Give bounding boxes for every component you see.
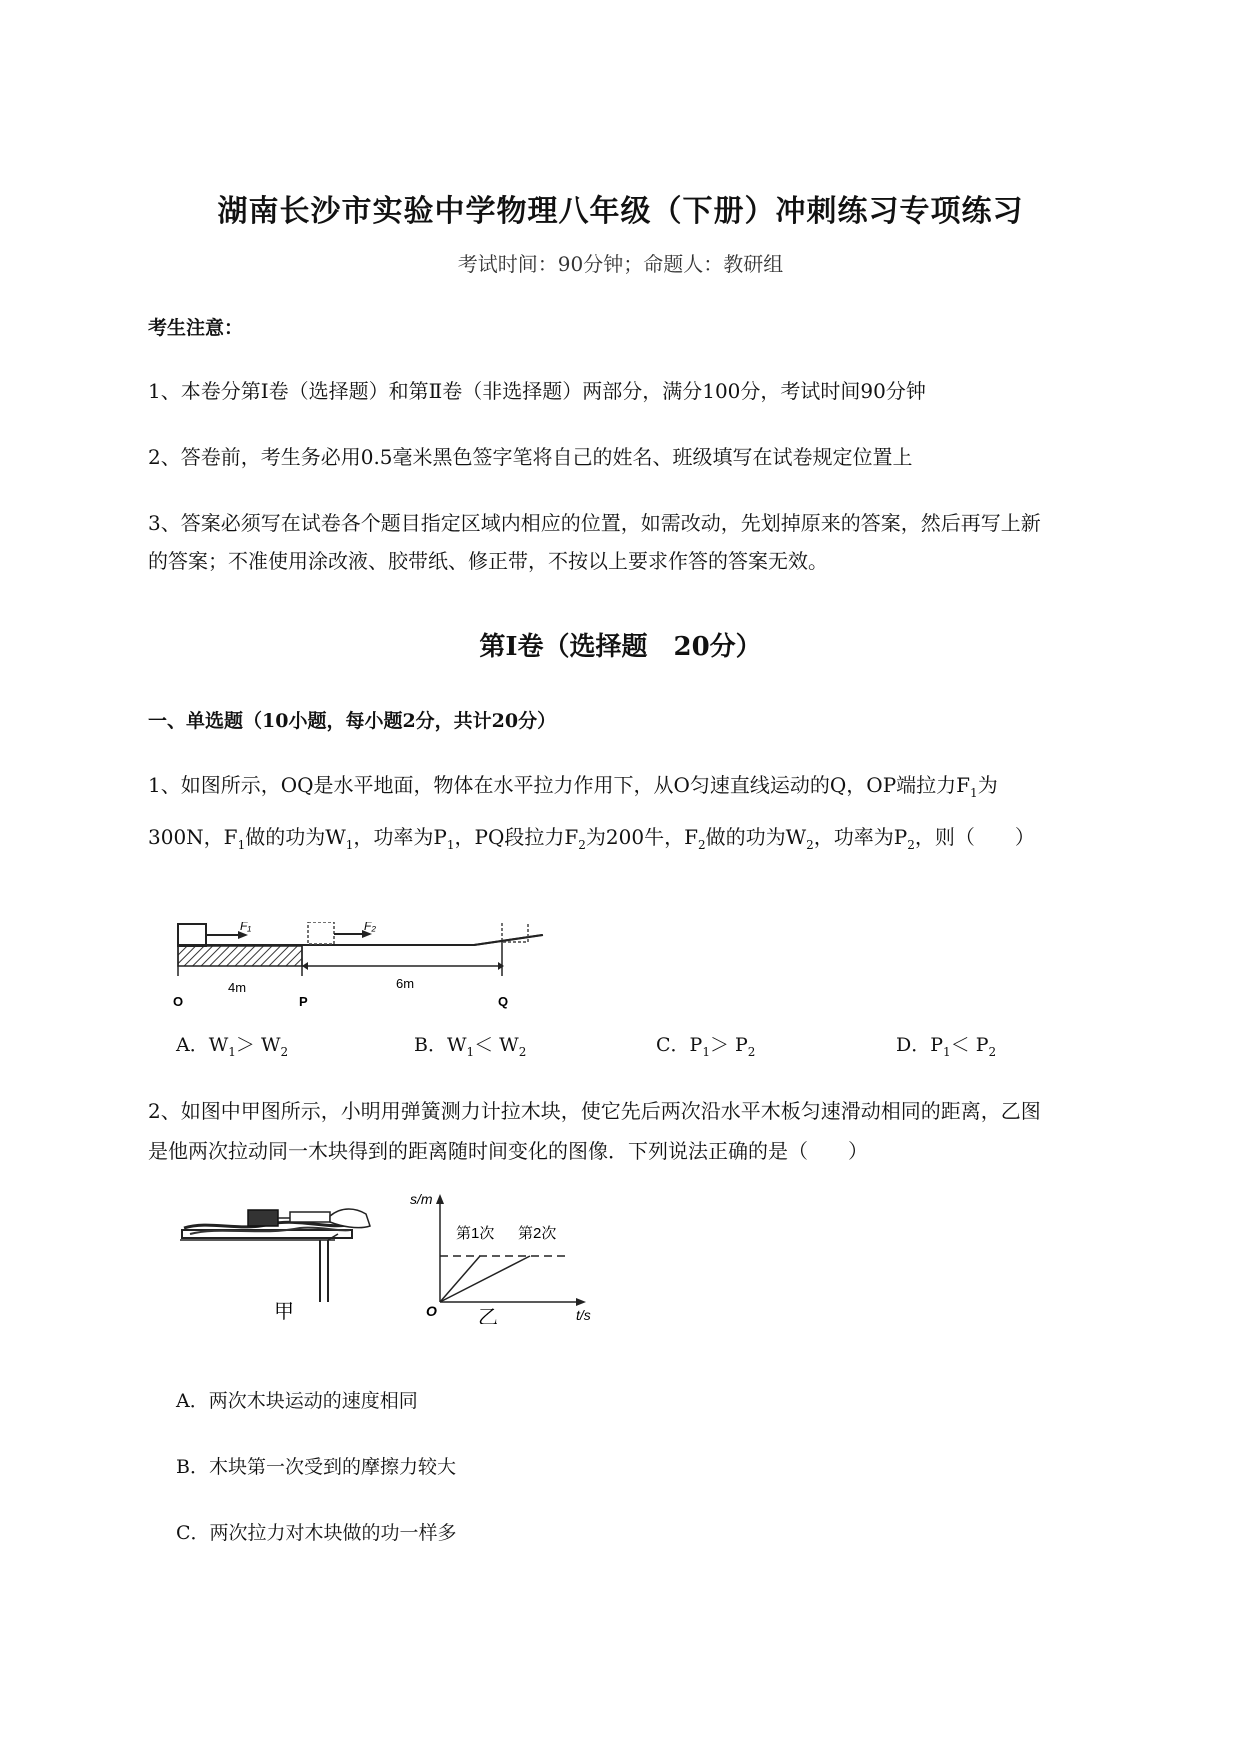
hand [330, 1209, 370, 1228]
q2-option-c[interactable]: C．两次拉力对木块做的功一样多 [176, 1522, 457, 1544]
op-rough-surface [178, 946, 302, 966]
block-at-p [308, 922, 334, 944]
page-title: 湖南长沙市实验中学物理八年级（下册）冲刺练习专项练习 [217, 194, 1024, 229]
notice-item-3-cont: 的答案；不准使用涂改液、胶带纸、修正带，不按以上要求作答的答案无效。 [148, 549, 828, 573]
q2-stem-line1: 2、如图中甲图所示，小明用弹簧测力计拉木块，使它先后两次沿水平木板匀速滑动相同的距离，乙图 [148, 1099, 1041, 1123]
label-jia: 甲 [274, 1301, 294, 1320]
q2-stem-line2: 是他两次拉动同一木块得到的距离随时间变化的图像．下列说法正确的是（ ） [148, 1139, 868, 1163]
q1-option-a[interactable]: A．$W_1> W_2$ [176, 1034, 289, 1059]
label-f2: F₂ [364, 922, 376, 933]
line-second [440, 1256, 530, 1302]
y-axis-label: s/m [410, 1191, 433, 1207]
label-6m: 6m [396, 976, 415, 991]
q1-stem-line1: 1、如图所示，OQ是水平地面，物体在水平拉力作用下，从O匀速直线运动的Q，OP端拉力$F_1$为 [148, 773, 998, 800]
q2-option-b[interactable]: B．木块第一次受到的摩擦力较大 [176, 1456, 456, 1478]
line-first [440, 1256, 480, 1302]
q1-option-b[interactable]: B．$W_1< W_2$ [414, 1034, 527, 1059]
part-heading: 一、单选题（10小题，每小题2分，共计20分） [148, 710, 557, 732]
q1-figure [168, 922, 558, 1032]
wooden-block [248, 1210, 278, 1226]
label-first: 第1次 [456, 1225, 495, 1242]
notice-item-3: 3、答案必须写在试卷各个题目指定区域内相应的位置，如需改动，先划掉原来的答案，然后再写上新 [148, 511, 1041, 535]
notice-heading: 考生注意： [148, 317, 244, 339]
q2-figure-jia [180, 1196, 390, 1320]
q1-option-d[interactable]: D．$P_1< P_2$ [896, 1034, 997, 1059]
label-4m: 4m [228, 980, 247, 995]
label-q: Q [498, 994, 509, 1009]
exam-info: 考试时间：90分钟；命题人：教研组 [457, 252, 784, 276]
q2-option-a[interactable]: A．两次木块运动的速度相同 [176, 1390, 418, 1412]
notice-item-2: 2、答卷前，考生务必用0.5毫米黑色签字笔将自己的姓名、班级填写在试卷规定位置上 [148, 445, 913, 469]
origin-label: O [426, 1303, 437, 1319]
x-axis-label: t/s [576, 1307, 591, 1323]
q2-figure-yi [400, 1190, 600, 1324]
block-at-o [178, 924, 206, 946]
q1-stem-line2: 300N，$F_1$做的功为$W_1$，功率为$P_1$，PQ段拉力$F_2$为200牛，$F_2$做的功为$W_2$，功率为$P_2$，则（ ） [148, 825, 1035, 852]
spring-scale [290, 1212, 330, 1222]
label-yi: 乙 [478, 1307, 498, 1324]
section-heading: 第I卷（选择题 20分） [479, 632, 762, 662]
notice-item-1: 1、本卷分第I卷（选择题）和第Ⅱ卷（非选择题）两部分，满分100分，考试时间90分钟 [148, 379, 926, 403]
label-f1: F₁ [240, 922, 252, 933]
q1-option-c[interactable]: C．$P_1> P_2$ [656, 1034, 756, 1059]
label-o: O [173, 994, 184, 1009]
label-second: 第2次 [518, 1225, 557, 1242]
label-p: P [299, 994, 308, 1009]
